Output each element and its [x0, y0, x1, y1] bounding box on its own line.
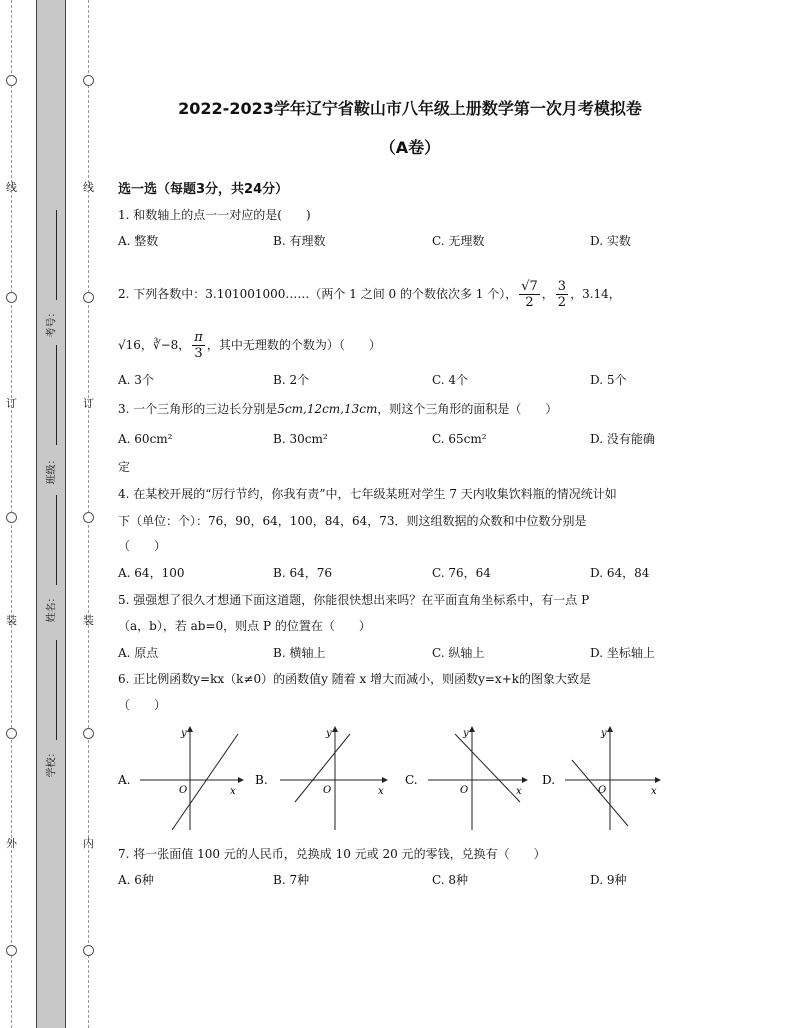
q2-option-a: A. 3个	[118, 373, 154, 387]
graph-c-origin: O	[460, 785, 469, 796]
q1-option-a: A. 整数	[118, 234, 159, 248]
q2-tail-b: ，其中无理数的个数为）（ ）	[206, 338, 381, 352]
binding-hole	[83, 75, 94, 86]
question-6-line1: 6. 正比例函数y=kx（k≠0）的函数值y 随着 x 增大而减小，则函数y=x+k的图象大致是	[118, 672, 592, 686]
graph-a-x-label: x	[230, 786, 236, 797]
question-4-line2: 下（单位：个）：76，90，64，100，84，64，73．则这组数据的众数和中位数分别是	[118, 514, 587, 528]
question-5-line2: （a，b），若 ab=0，则点 P 的位置在（ ）	[118, 619, 371, 633]
graph-d-origin: O	[598, 785, 607, 796]
graph-d-x-label: x	[651, 786, 657, 797]
fraction-numerator: π	[194, 330, 203, 345]
fraction-denominator: 3	[194, 346, 203, 361]
q6-graphs	[110, 722, 670, 837]
question-4-line1: 4. 在某校开展的“厉行节约，你我有责”中，七年级某班对学生 7 天内收集饮料瓶的情况统计如	[118, 487, 617, 501]
q1-option-b: B. 有理数	[273, 234, 326, 248]
inner-label-zhuang: 装	[83, 614, 94, 627]
graph-a	[117, 726, 244, 830]
binding-hole	[83, 292, 94, 303]
q3-stem-b: ，则这个三角形的面积是（ ）	[377, 402, 558, 416]
fraction-sqrt7-over-2	[519, 279, 540, 310]
graph-a-y-label: y	[181, 728, 187, 739]
section-heading: 选一选（每题3分，共24分）	[118, 182, 289, 197]
graph-a-label: A.	[118, 773, 131, 787]
graph-d-label: D.	[542, 773, 556, 787]
q4-option-d: D. 64，84	[590, 566, 650, 580]
q7-option-a: A. 6种	[118, 873, 154, 887]
graph-d-y-arrow	[607, 726, 613, 732]
binding-hole	[6, 292, 17, 303]
binding-hole	[6, 75, 17, 86]
q2-option-c: C. 4个	[432, 373, 469, 387]
graph-a-line	[172, 734, 238, 830]
outer-label-zhuang: 装	[6, 614, 17, 627]
binding-hole	[83, 512, 94, 523]
q2-stem: 2. 下列各数中：3.101001000……（两个 1 之间 0 的个数依次多 1 个），	[118, 287, 518, 301]
fraction-numerator: 3	[557, 279, 567, 294]
q7-option-d: D. 9种	[590, 873, 627, 887]
q1-option-d: D. 实数	[590, 234, 631, 248]
q1-option-c: C. 无理数	[432, 234, 485, 248]
inner-label-ding: 订	[83, 397, 94, 410]
q3-sides: 5cm,12cm,13cm	[277, 402, 378, 416]
question-1: 1. 和数轴上的点一一对应的是( )	[118, 208, 311, 222]
sqrt16: √16	[118, 338, 141, 352]
binding-hole	[6, 728, 17, 739]
cube-root-minus-8: ∛−8	[152, 338, 179, 352]
q5-option-a: A. 原点	[118, 646, 159, 660]
q3-option-a: A. 60cm²	[118, 432, 173, 446]
q3-option-c: C. 65cm²	[432, 432, 487, 446]
field-line-exam-number	[56, 210, 57, 300]
graph-c	[405, 726, 528, 830]
graph-c-x-arrow	[522, 777, 528, 783]
field-line-class	[56, 345, 57, 445]
graph-c-y-label: y	[463, 728, 469, 739]
graph-b-x-label: x	[378, 786, 384, 797]
q3-option-d-continued: 定	[118, 460, 131, 474]
fraction-denominator: 2	[525, 295, 534, 310]
q4-option-c: C. 76，64	[432, 566, 491, 580]
q3-stem-a: 3. 一个三角形的三边长分别是	[118, 402, 278, 416]
field-line-name	[56, 495, 57, 585]
q7-option-b: B. 7种	[273, 873, 310, 887]
page-subtitle: （A卷）	[379, 138, 441, 157]
binding-hole	[83, 945, 94, 956]
graph-c-label: C.	[405, 773, 418, 787]
question-2-line1: 2. 下列各数中：3.101001000……（两个 1 之间 0 的个数依次多 1 个）， $\frac{√7}{2}$ ， $\frac{3}{2}$ ，3.14，	[118, 279, 621, 310]
q2-option-d: D. 5个	[590, 373, 627, 387]
q2-tail-a: ，3.14，	[570, 287, 621, 301]
question-6-line2: （ ）	[118, 698, 167, 712]
graph-b-label: B.	[255, 773, 268, 787]
question-2-line2: √16，∛−8， $\frac{\pi}{3}$ ，其中无理数的个数为）（ ）	[118, 330, 381, 361]
q2-option-b: B. 2个	[273, 373, 310, 387]
binding-hole	[6, 945, 17, 956]
q7-option-c: C. 8种	[432, 873, 469, 887]
graph-d	[542, 726, 661, 830]
fraction-denominator: 2	[557, 295, 567, 310]
binding-strip	[36, 0, 66, 1028]
graph-b-x-arrow	[382, 777, 388, 783]
fraction-pi-over-3	[192, 330, 205, 361]
binding-hole	[6, 512, 17, 523]
field-label-name: 姓名：	[46, 592, 58, 623]
page-title: 2022-2023学年辽宁省鞍山市八年级上册数学第一次月考模拟卷	[178, 99, 642, 118]
graph-b-origin: O	[323, 785, 332, 796]
graph-d-x-arrow	[655, 777, 661, 783]
graph-c-y-arrow	[469, 726, 475, 732]
binding-hole	[83, 728, 94, 739]
graph-a-y-arrow	[187, 726, 193, 732]
outer-label-ding: 订	[6, 397, 17, 410]
question-5-line1: 5. 强强想了很久才想通下面这道题，你能很快想出来吗？在平面直角坐标系中，有一点 P	[118, 593, 590, 607]
fraction-3-over-2	[556, 279, 568, 310]
graph-c-x-label: x	[516, 786, 522, 797]
graph-b-y-arrow	[332, 726, 338, 732]
q3-option-d: D. 没有能确	[590, 432, 655, 446]
graph-d-y-label: y	[601, 728, 607, 739]
graph-a-x-arrow	[238, 777, 244, 783]
outer-label-xian: 线	[6, 181, 17, 194]
fraction-numerator: √7	[521, 279, 538, 294]
field-line-school	[56, 640, 57, 740]
graph-b	[255, 726, 388, 830]
inner-label-xian: 线	[83, 181, 94, 194]
graph-b-y-label: y	[326, 728, 332, 739]
q5-option-b: B. 横轴上	[273, 646, 326, 660]
q5-option-d: D. 坐标轴上	[590, 646, 655, 660]
question-3	[118, 402, 557, 416]
field-label-class: 班级：	[46, 454, 58, 485]
q5-option-c: C. 纵轴上	[432, 646, 485, 660]
q4-option-b: B. 64，76	[273, 566, 332, 580]
graph-d-line	[572, 760, 628, 826]
outer-label-wai: 外	[6, 837, 17, 850]
question-7: 7. 将一张面值 100 元的人民币，兑换成 10 元或 20 元的零钱，兑换有（ ）	[118, 847, 546, 861]
q3-option-b: B. 30cm²	[273, 432, 328, 446]
field-label-school: 学校：	[46, 747, 58, 778]
graph-a-origin: O	[179, 785, 188, 796]
q4-option-a: A. 64，100	[118, 566, 185, 580]
field-label-exam-number: 考号：	[46, 307, 58, 338]
inner-label-nei: 内	[83, 837, 94, 850]
question-4-line3: （ ）	[118, 539, 167, 553]
